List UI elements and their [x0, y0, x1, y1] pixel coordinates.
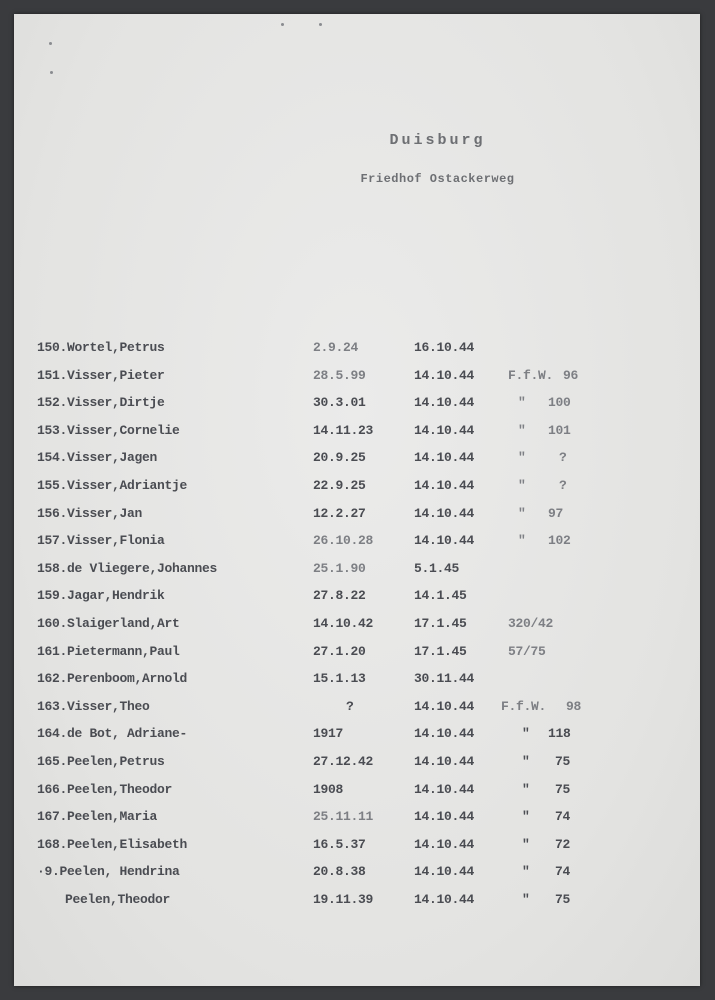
list-item — [0, 726, 715, 754]
entry-reference: 57/75 — [508, 643, 546, 659]
entry-birth-date: 27.12.42 — [313, 753, 374, 769]
entry-death-date: 17.1.45 — [414, 615, 467, 631]
entry-birth-date: 14.11.23 — [313, 422, 374, 438]
list-item — [0, 644, 715, 672]
entry-name: ·9.Peelen, Hendrina — [37, 864, 180, 880]
entry-name: 160.Slaigerland,Art — [37, 615, 180, 631]
entry-name: 159.Jagar,Hendrik — [37, 588, 165, 604]
entry-number: 102 — [548, 533, 571, 549]
entry-reference: " — [522, 891, 530, 907]
list-item — [0, 782, 715, 810]
document-title: Duisburg — [389, 132, 486, 149]
entry-reference: F.f.W. — [501, 698, 547, 714]
entry-death-date: 14.10.44 — [414, 726, 475, 742]
entry-number: 75 — [555, 781, 571, 797]
entry-birth-date: 27.8.22 — [313, 588, 366, 604]
entry-death-date: 17.1.45 — [414, 643, 467, 659]
paper-speck — [50, 71, 53, 74]
entry-number: 98 — [566, 698, 582, 714]
paper-speck — [281, 23, 284, 26]
entry-death-date: 16.10.44 — [414, 340, 475, 355]
entry-number: 101 — [548, 422, 571, 438]
list-item — [0, 561, 715, 589]
entry-birth-date: 20.9.25 — [313, 450, 366, 466]
entry-death-date: 14.1.45 — [414, 588, 467, 604]
entry-name: Peelen,Theodor — [65, 891, 171, 907]
entry-name: 167.Peelen,Maria — [37, 809, 158, 825]
list-item — [0, 450, 715, 478]
entry-name: 150.Wortel,Petrus — [37, 340, 165, 355]
entry-number: ? — [559, 477, 567, 493]
entry-reference: " — [522, 753, 530, 769]
entry-reference: " — [518, 505, 526, 521]
entry-birth-date: 20.8.38 — [313, 864, 366, 880]
entry-birth-date: 19.11.39 — [313, 891, 374, 907]
entry-death-date: 14.10.44 — [414, 864, 475, 880]
entry-name: 153.Visser,Cornelie — [37, 422, 180, 438]
entry-birth-date: 16.5.37 — [313, 836, 366, 852]
entry-birth-date: 12.2.27 — [313, 505, 366, 521]
entry-death-date: 14.10.44 — [414, 836, 475, 852]
entry-reference: " — [522, 864, 530, 880]
entry-death-date: 14.10.44 — [414, 477, 475, 493]
entry-death-date: 14.10.44 — [414, 891, 475, 907]
entry-birth-date: 15.1.13 — [313, 671, 366, 687]
entry-death-date: 5.1.45 — [414, 560, 460, 576]
entry-death-date: 14.10.44 — [414, 450, 475, 466]
entry-name: 162.Perenboom,Arnold — [37, 671, 188, 687]
entry-reference: " — [518, 533, 526, 549]
entry-birth-date: 26.10.28 — [313, 533, 374, 549]
entry-death-date: 30.11.44 — [414, 671, 475, 687]
entry-number: 75 — [555, 891, 571, 907]
entry-birth-date: 2.9.24 — [313, 340, 359, 355]
entry-name: 166.Peelen,Theodor — [37, 781, 173, 797]
list-item — [0, 892, 715, 920]
entry-death-date: 14.10.44 — [414, 505, 475, 521]
list-item — [0, 533, 715, 561]
list-item — [0, 699, 715, 727]
entry-reference: F.f.W. — [508, 367, 554, 383]
entry-birth-date: 25.11.11 — [313, 809, 374, 825]
entry-reference: " — [518, 450, 526, 466]
list-item — [0, 616, 715, 644]
entry-birth-date: 27.1.20 — [313, 643, 366, 659]
entry-reference: " — [522, 781, 530, 797]
list-item — [0, 837, 715, 865]
entry-reference: " — [522, 726, 530, 742]
entry-name: 161.Pietermann,Paul — [37, 643, 180, 659]
entry-death-date: 14.10.44 — [414, 698, 475, 714]
entry-number: 72 — [555, 836, 571, 852]
entry-reference: " — [518, 395, 526, 411]
entry-number: 118 — [548, 726, 571, 742]
list-item — [0, 368, 715, 396]
list-item — [0, 671, 715, 699]
entry-name: 157.Visser,Flonia — [37, 533, 165, 549]
list-item — [0, 340, 715, 368]
entry-birth-date: 1908 — [313, 781, 344, 797]
entry-reference: " — [522, 809, 530, 825]
entry-death-date: 14.10.44 — [414, 533, 475, 549]
entry-name: 164.de Bot, Adriane- — [37, 726, 188, 742]
entry-birth-date: 22.9.25 — [313, 477, 366, 493]
entry-number: 100 — [548, 395, 571, 411]
entry-birth-date: 25.1.90 — [313, 560, 366, 576]
paper-speck — [49, 42, 52, 45]
document-subtitle: Friedhof Ostackerweg — [360, 172, 515, 186]
list-item — [0, 588, 715, 616]
entry-name: 165.Peelen,Petrus — [37, 753, 165, 769]
entry-death-date: 14.10.44 — [414, 781, 475, 797]
entry-name: 168.Peelen,Elisabeth — [37, 836, 188, 852]
entry-name: 163.Visser,Theo — [37, 698, 150, 714]
entry-birth-date: 30.3.01 — [313, 395, 366, 411]
list-item — [0, 754, 715, 782]
entry-name: 158.de Vliegere,Johannes — [37, 560, 218, 576]
entry-birth-date: 1917 — [313, 726, 344, 742]
entry-reference: 320/42 — [508, 615, 554, 631]
entry-reference: " — [518, 422, 526, 438]
entry-death-date: 14.10.44 — [414, 753, 475, 769]
entry-birth-date: ? — [346, 698, 354, 714]
entry-death-date: 14.10.44 — [414, 367, 475, 383]
entry-number: 75 — [555, 753, 571, 769]
list-item — [0, 395, 715, 423]
entry-birth-date: 28.5.99 — [313, 367, 366, 383]
list-item — [0, 478, 715, 506]
entry-death-date: 14.10.44 — [414, 422, 475, 438]
entry-death-date: 14.10.44 — [414, 809, 475, 825]
list-item — [0, 809, 715, 837]
entry-name: 156.Visser,Jan — [37, 505, 143, 521]
entry-name: 151.Visser,Pieter — [37, 367, 165, 383]
entry-number: 74 — [555, 864, 571, 880]
entry-number: 96 — [563, 367, 579, 383]
entry-name: 154.Visser,Jagen — [37, 450, 158, 466]
entry-number: 74 — [555, 809, 571, 825]
burial-list — [0, 340, 715, 919]
entry-number: 97 — [548, 505, 564, 521]
list-item — [0, 423, 715, 451]
list-item — [0, 506, 715, 534]
entry-death-date: 14.10.44 — [414, 395, 475, 411]
paper-speck — [319, 23, 322, 26]
entry-name: 155.Visser,Adriantje — [37, 477, 188, 493]
list-item — [0, 864, 715, 892]
entry-reference: " — [522, 836, 530, 852]
entry-reference: " — [518, 477, 526, 493]
entry-name: 152.Visser,Dirtje — [37, 395, 165, 411]
entry-birth-date: 14.10.42 — [313, 615, 374, 631]
entry-number: ? — [559, 450, 567, 466]
